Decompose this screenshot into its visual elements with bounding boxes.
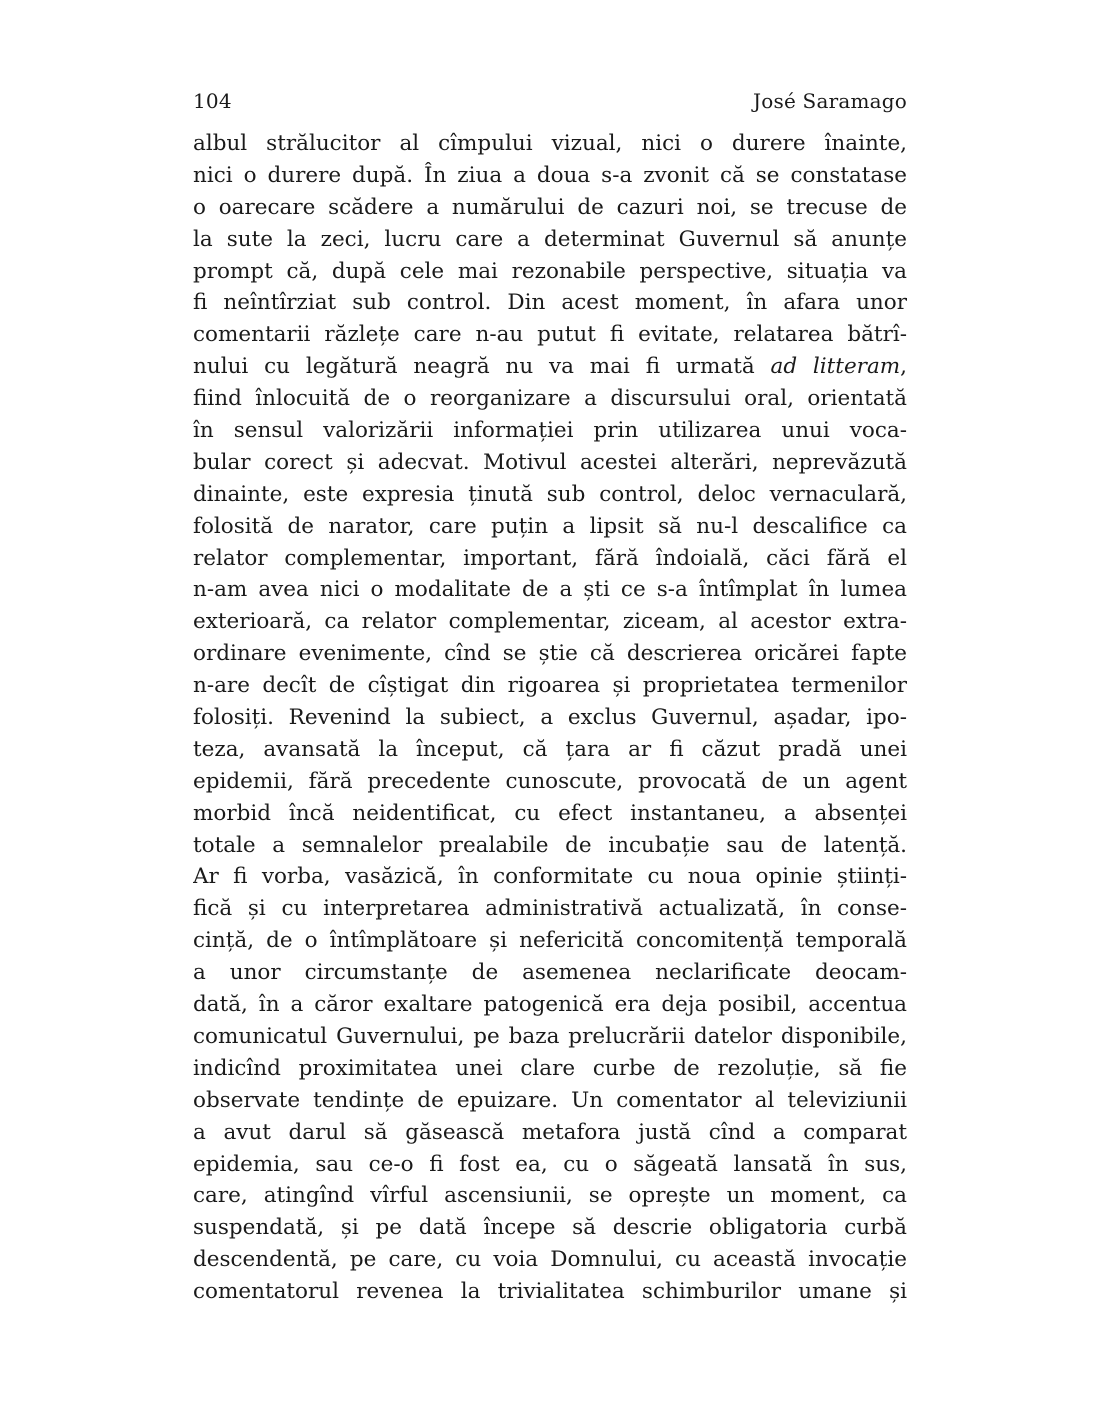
body-text	[193, 128, 907, 1308]
book-page	[193, 86, 907, 1308]
text-line: teza, avansată la început, că țara ar fi căzut pradă unei	[193, 736, 907, 762]
text-fragment: nului cu legătură neagră nu va mai fi urmată	[193, 354, 771, 380]
text-line: care, atingînd vîrful ascensiunii, se oprește un moment, ca	[193, 1183, 907, 1209]
text-line: suspendată, și pe dată începe să descrie obligatoria curbă	[193, 1215, 907, 1241]
text-line: comentatorul revenea la trivialitatea schimburilor umane și	[193, 1279, 907, 1305]
author-name: José Saramago	[753, 89, 907, 113]
text-line: în sensul valorizării informației prin utilizarea unui voca-	[193, 418, 907, 444]
text-line: exterioară, ca relator complementar, ziceam, al acestor extra-	[193, 609, 907, 635]
text-line: a unor circumstanțe de asemenea neclarificate deocam-	[193, 960, 907, 986]
text-line: epidemia, sau ce-o fi fost ea, cu o săgeată lansată în sus,	[193, 1151, 907, 1177]
text-line: Ar fi vorba, vasăzică, în conformitate cu noua opinie științi-	[193, 864, 907, 890]
text-line: fică și cu interpretarea administrativă actualizată, în conse-	[193, 896, 907, 922]
text-line: dată, în a căror exaltare patogenică era deja posibil, accentua	[193, 992, 907, 1018]
text-line: n-am avea nici o modalitate de a ști ce s-a întîmplat în lumea	[193, 577, 907, 603]
text-line: nici o durere după. În ziua a doua s-a zvonit că se constatase	[193, 162, 907, 188]
text-line: comunicatul Guvernului, pe baza prelucrării datelor disponibile,	[193, 1023, 907, 1049]
text-line: fi neîntîrziat sub control. Din acest moment, în afara unor	[193, 290, 907, 316]
text-line: o oarecare scădere a numărului de cazuri noi, se trecuse de	[193, 194, 907, 220]
text-line: ordinare evenimente, cînd se știe că descrierea oricărei fapte	[193, 641, 907, 667]
text-line: relator complementar, important, fără îndoială, căci fără el	[193, 545, 907, 571]
text-line: folosiți. Revenind la subiect, a exclus Guvernul, așadar, ipo-	[193, 705, 907, 731]
text-line: dinainte, este expresia ținută sub control, deloc vernaculară,	[193, 481, 907, 507]
text-line: folosită de narator, care puțin a lipsit să nu-l descalifice ca	[193, 513, 907, 539]
text-line: n-are decît de cîștigat din rigoarea și proprietatea termenilor	[193, 673, 907, 699]
text-line: albul strălucitor al cîmpului vizual, nici o durere înainte,	[193, 131, 907, 156]
text-fragment: ,	[900, 354, 907, 380]
text-line: totale a semnalelor prealabile de incubație sau de latență.	[193, 832, 907, 858]
text-line: indicînd proximitatea unei clare curbe de rezoluție, să fie	[193, 1055, 907, 1081]
page-number: 104	[193, 89, 232, 113]
italic-phrase: ad litteram	[770, 354, 901, 380]
text-line: la sute la zeci, lucru care a determinat Guvernul să anunțe	[193, 226, 907, 252]
text-line: bular corect și adecvat. Motivul acestei alterări, neprevăzută	[193, 449, 907, 475]
text-line: a avut darul să găsească metafora justă cînd a comparat	[193, 1119, 907, 1145]
text-line: cință, de o întîmplătoare și nefericită concomitență temporală	[193, 928, 907, 954]
text-line: comentarii răzlețe care n-au putut fi evitate, relatarea bătrî-	[193, 322, 907, 348]
text-line: fiind înlocuită de o reorganizare a discursului oral, orientată	[193, 386, 907, 412]
text-line: descendentă, pe care, cu voia Domnului, cu această invocație	[193, 1247, 907, 1273]
running-head	[193, 86, 907, 116]
text-line: prompt că, după cele mai rezonabile perspective, situația va	[193, 258, 907, 284]
text-line: epidemii, fără precedente cunoscute, provocată de un agent	[193, 768, 907, 794]
text-line	[193, 351, 907, 383]
text-line: morbid încă neidentificat, cu efect instantaneu, a absenței	[193, 800, 907, 826]
text-line: observate tendințe de epuizare. Un comentator al televiziunii	[193, 1087, 907, 1113]
